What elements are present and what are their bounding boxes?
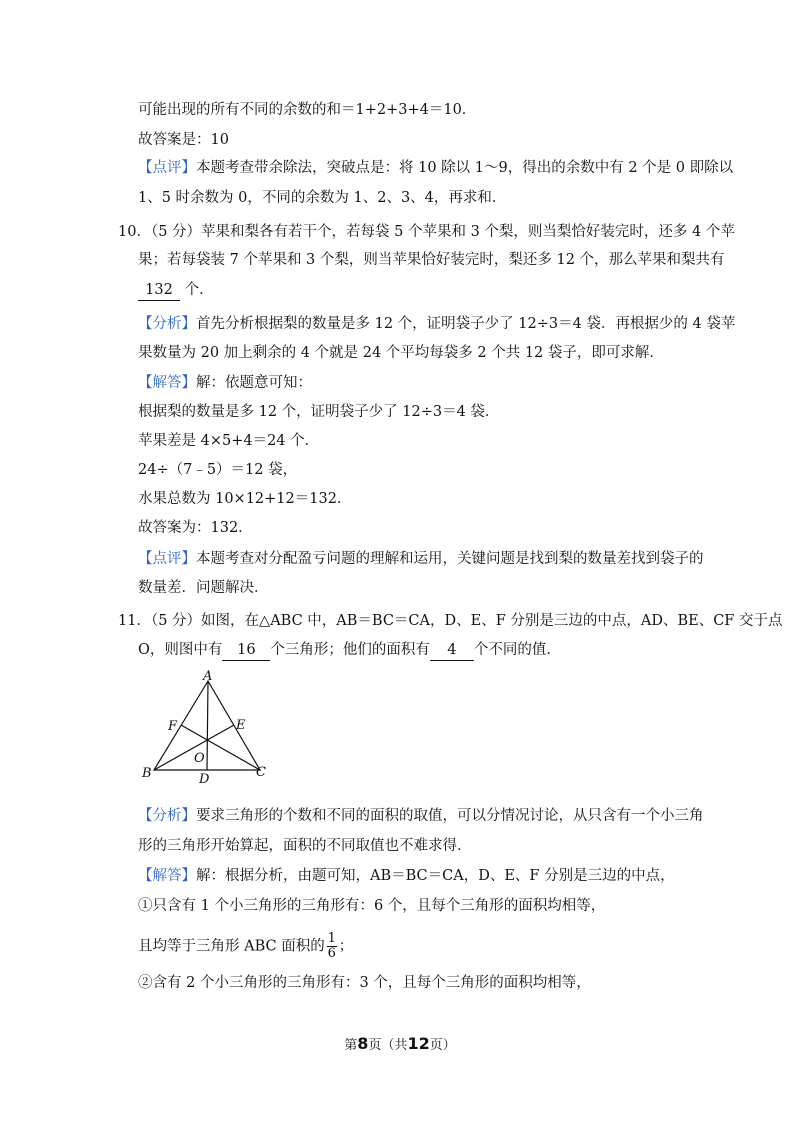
text-line: 形的三角形开始算起，面积的不同取值也不难求得． [138,838,472,854]
label-d: D [199,772,210,783]
text-line [138,932,353,961]
solution-tag: 【解答】 [138,375,196,391]
text-line [138,280,214,301]
text-line: 数量差．问题解决． [138,580,269,596]
analysis-text: 首先分析根据梨的数量是多 12 个，证明袋子少了 12÷3＝4 袋．再根据少的 4 袋苹 [196,316,736,332]
median-ad [207,681,208,770]
circled-number: ① [138,898,153,914]
label-e: E [236,718,246,733]
text-line [138,973,591,993]
solution-text: 解：依题意可知： [196,375,312,391]
text-line: 可能出现的所有不同的余数的和＝1+2+3+4＝10． [138,102,477,118]
text-line: 苹果差是 4×5+4＝24 个． [138,433,320,449]
total-pages: 12 [407,1034,430,1053]
text-line: 1、5 时余数为 0，不同的余数为 1、2、3、4，再求和． [138,190,507,206]
page-number: 8 [357,1034,369,1053]
text-line [138,640,561,661]
question-text: （5 分）如图，在△ABC 中，AB＝BC＝CA，D、E、F 分别是三边的中点，AD、BE、CF 交于点 [150,613,783,629]
comment-tag: 【点评】 [138,551,196,567]
text-fragment: 且均等于三角形 ABC 面积的 [138,938,325,955]
label-a: A [203,669,213,684]
fraction [327,932,337,961]
question-11 [118,611,782,631]
comment-text: 本题考查带余除法，突破点是：将 10 除以 1～9，得出的余数中有 2 个是 0 即除以 [196,160,734,176]
footer-text: 页） [429,1038,456,1053]
analysis-tag: 【分析】 [138,808,196,824]
text-line [138,866,675,886]
text-fragment: ； [338,938,354,955]
analysis-text: 要求三角形的个数和不同的面积的取值，可以分情况讨论，从只含有一个小三角 [196,808,704,824]
text-line [138,806,704,826]
text-fragment: 含有 2 个小三角形的三角形有：3 个，且每个三角形的面积均相等， [152,975,591,991]
text-fragment: O，则图中有 [138,642,223,658]
footer-text: 第 [344,1038,358,1053]
fraction-denominator: 6 [327,946,336,961]
text-fragment: 个不同的值． [473,642,561,658]
answer-blank: 132 [138,280,180,301]
fraction-numerator: 1 [327,931,336,946]
text-line: 故答案是：10 [138,132,229,148]
label-b: B [142,766,152,781]
text-line: 根据梨的数量是多 12 个，证明袋子少了 12÷3＝4 袋． [138,404,500,420]
label-c: C [256,765,266,780]
page-footer [0,1034,800,1053]
solution-tag: 【解答】 [138,868,196,884]
comment-text: 本题考查对分配盈亏问题的理解和运用，关键问题是找到梨的数量差找到袋子的 [196,551,704,567]
answer-blank: 4 [430,640,474,661]
solution-text: 解：根据分析，由题可知，AB＝BC＝CA，D、E、F 分别是三边的中点， [196,868,675,884]
text-line: 水果总数为 10×12+12＝132． [138,491,352,507]
text-line: 果；若每袋装 7 个苹果和 3 个梨，则当苹果恰好装完时，梨还多 12 个，那么苹果和梨共有 [138,252,725,268]
circled-number: ② [138,975,153,991]
text-line: 24÷（7﹣5）＝12 袋， [138,462,298,478]
text-fragment: 个． [184,282,214,298]
text-fragment: 只含有 1 个小三角形的三角形有：6 个，且每个三角形的面积均相等， [152,898,606,914]
text-line [138,314,735,334]
text-line: 果数量为 20 加上剩余的 4 个就是 24 个平均每袋多 2 个共 12 袋子，即可求解． [138,345,664,361]
text-line [138,158,733,178]
question-10 [118,222,735,242]
answer-blank: 16 [222,640,270,661]
text-line [138,549,704,569]
text-fragment: 个三角形；他们的面积有 [270,642,430,658]
label-o: O [194,751,205,766]
comment-tag: 【点评】 [138,160,196,176]
label-f: F [168,719,178,734]
text-line: 故答案为：132． [138,520,253,536]
question-number: 11． [118,613,151,629]
text-line [138,373,312,393]
text-line [138,896,605,916]
question-text: （5 分）苹果和梨各有若干个，若每袋 5 个苹果和 3 个梨，则当梨恰好装完时，还多 4 个苹 [150,224,735,240]
footer-text: 页（共 [368,1038,408,1053]
analysis-tag: 【分析】 [138,316,196,332]
triangle-figure [136,668,276,783]
question-number: 10． [118,224,151,240]
